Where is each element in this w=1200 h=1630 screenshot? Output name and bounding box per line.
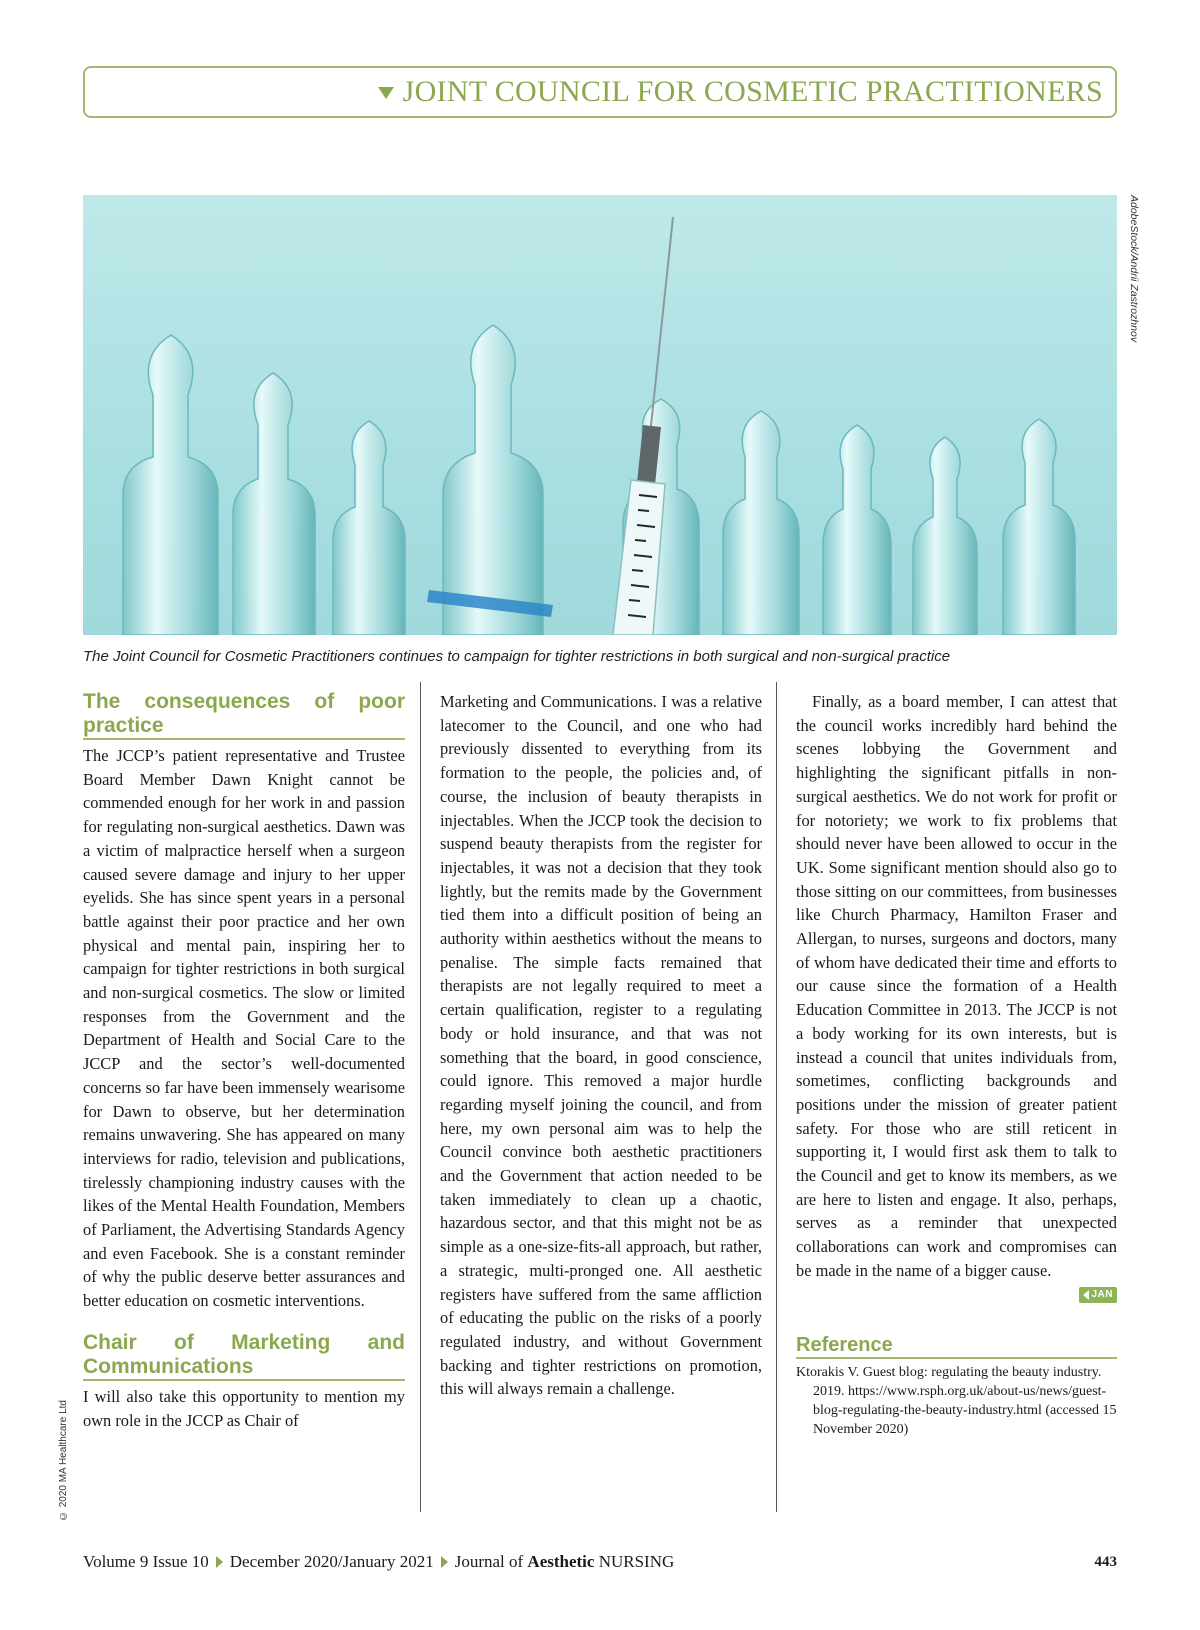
copyright-notice: © 2020 MA Healthcare Ltd xyxy=(58,1400,69,1522)
page-number: 443 xyxy=(1094,1553,1117,1570)
column-divider xyxy=(420,682,421,1512)
footer-volume: Volume 9 Issue 10 xyxy=(83,1552,209,1571)
footer-journal-prefix: Journal of xyxy=(454,1552,524,1571)
footer-arrow-icon xyxy=(441,1556,448,1568)
triangle-down-icon xyxy=(378,87,394,99)
section-heading-chair: Chair of Marketing and Communications xyxy=(83,1331,405,1381)
paragraph-finally: Finally, as a board member, I can attest that the council works incredibly hard behind the scenes lobbying the Government and highlighting the significant pitfalls in non-surgical aesthetics. We do not work for profit or for notoriety; we work to fix problems that should never have been allowed to occur in the UK. Some significant mention should also go to those sitting on our committees, from businesses like Church Pharmacy, Hamilton Fraser and Allergan, to nurses, surgeons and doctors, many of whom have dedicated their time and efforts to our cause since the formation of a Health Education Committee in 2013. The JCCP is not a body working for its own interests, but is instead a council that unites individuals from, sometimes, conflicting backgrounds and positions under the mission of greater patient safety. For those who are still reticent in supporting it, I would first ask them to talk to the Council and get to know its members, as we are here to listen and engage. It also, perhaps, serves as a reminder that unexpected collaborations can work and compromises can be made in the name of a bigger cause. xyxy=(796,692,1117,1280)
article-photo xyxy=(83,195,1117,635)
end-of-article-icon: JAN xyxy=(1079,1287,1117,1303)
footer-arrow-icon xyxy=(216,1556,223,1568)
column-1 xyxy=(83,690,405,1432)
section-heading-consequences: The consequences of poor practice xyxy=(83,690,405,740)
reference-heading: Reference xyxy=(796,1333,1117,1359)
ampoules-syringe-illustration xyxy=(83,195,1117,635)
section-header xyxy=(83,66,1117,118)
page-footer xyxy=(83,1552,1117,1572)
paragraph-dawn-knight: The JCCP’s patient representative and Trustee Board Member Dawn Knight cannot be commended enough for her work in and passion for regulating non-surgical aesthetics. Dawn was a victim of malpractice herself when a surgeon caused severe damage and injury to her upper eyelids. She has since spent years in a personal battle against their poor practice and her own physical and mental pain, inspiring her to campaign for tighter restrictions in both surgical and non-surgical cosmetics. The slow or limited responses from the Government and the Department of Health and Social Care to the JCCP and the sector’s well-documented concerns so far have been immensely wearisome for Dawn to observe, but her determination remains unwavering. She has appeared on many interviews for radio, television and publications, tirelessly championing industry causes with the likes of the Mental Health Foundation, Members of Parliament, the Advertising Standards Agency and even Facebook. She is a constant reminder of why the public deserve better assurances and better education on cosmetic interventions. xyxy=(83,746,405,1311)
footer-journal-bold: Aesthetic xyxy=(527,1552,595,1571)
reference-entry: Ktorakis V. Guest blog: regulating the beauty industry. 2019. https://www.rsph.org.uk/about-us/news/guest-blog-regulating-the-beauty-industry.html (accessed 15 November 2020) xyxy=(796,1364,1117,1437)
footer-date: December 2020/January 2021 xyxy=(229,1552,434,1571)
photo-credit: AdobeStock/Andrii Zastrozhnov xyxy=(1128,195,1140,343)
footer-journal-suffix: NURSING xyxy=(598,1552,675,1571)
section-title: JOINT COUNCIL FOR COSMETIC PRACTITIONERS xyxy=(402,75,1103,108)
photo-caption: The Joint Council for Cosmetic Practitioners continues to campaign for tighter restrictions in both surgical and non-surgical practice xyxy=(83,648,951,665)
end-of-article xyxy=(796,1287,1117,1303)
paragraph-chair-continued: Marketing and Communications. I was a relative latecomer to the Council, and one who had previously dissented to everything from its formation to the people, the policies and, of course, the inclusion of beauty therapists in injectables. When the JCCP took the decision to suspend beauty therapists from the register for injectables, it was not a decision that they took lightly, but the remits made by the Government tied them into a difficult position of being an authority within aesthetics without the means to penalise. The simple facts remained that therapists are not legally required to meet a certain qualification, register to a regulating body or hold insurance, and that was not something that the board, in good conscience, could ignore. This removed a major hurdle regarding myself joining the council, and from here, my own personal aim was to help the Council convince both aesthetic practitioners and the Government that action needed to be taken immediately to clean up a chaotic, hazardous sector, and that this might not be as simple as a one-size-fits-all approach, but rather, a strategic, multi-pronged one. All aesthetic registers have suffered from the same affliction of educating the public on the risks of a poorly regulated industry, and without Government backing and tighter restrictions on promotion, this will always remain a challenge. xyxy=(440,692,762,1399)
column-3 xyxy=(796,690,1117,1439)
column-divider xyxy=(776,682,777,1512)
paragraph-chair-start: I will also take this opportunity to mention my own role in the JCCP as Chair of xyxy=(83,1386,405,1430)
column-2 xyxy=(440,690,762,1401)
